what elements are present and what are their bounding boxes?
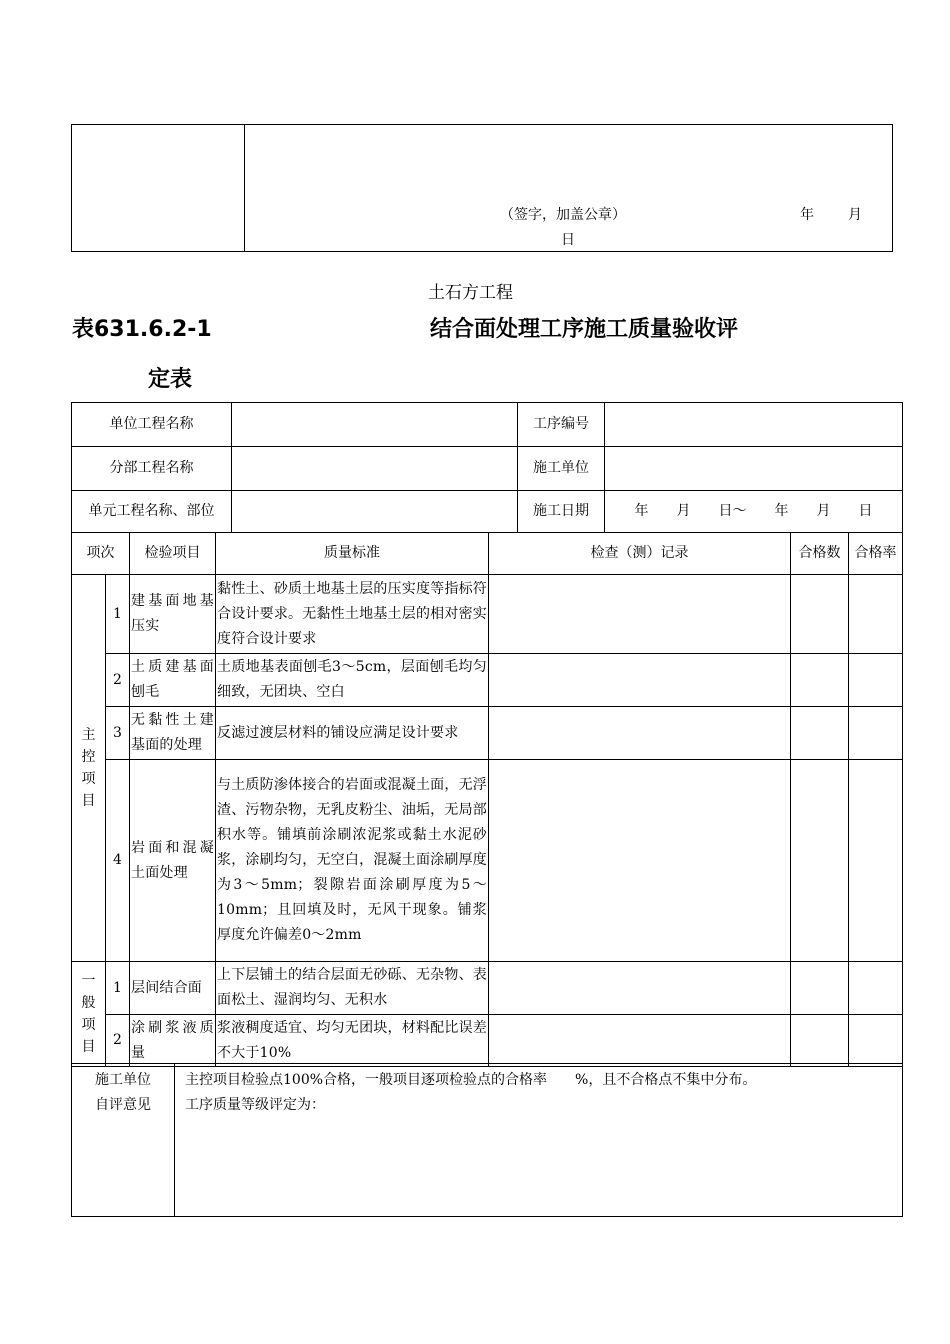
unit-project-value[interactable] bbox=[232, 403, 518, 447]
pass-rate[interactable] bbox=[849, 707, 903, 760]
sign-month: 月 bbox=[848, 207, 862, 223]
col-header-seq: 项次 bbox=[72, 533, 130, 575]
table-row bbox=[72, 1015, 903, 1067]
inspection-table bbox=[71, 532, 903, 1067]
col-header-pass-count: 合格数 bbox=[791, 533, 849, 575]
general-group-label: 一般项目 bbox=[72, 962, 106, 1067]
table-row bbox=[72, 760, 903, 962]
self-evaluation-table bbox=[71, 1063, 903, 1217]
sign-year: 年 bbox=[800, 207, 814, 223]
pass-rate[interactable] bbox=[849, 1015, 903, 1067]
check-record[interactable] bbox=[489, 707, 791, 760]
signature-note: （签字，加盖公章） bbox=[500, 207, 626, 223]
page-title: 结合面处理工序施工质量验收评 bbox=[430, 317, 739, 342]
pass-rate[interactable] bbox=[849, 575, 903, 654]
col-header-item: 检验项目 bbox=[130, 533, 216, 575]
col-header-pass-rate: 合格率 bbox=[849, 533, 903, 575]
inspection-item: 层间结合面 bbox=[130, 962, 216, 1015]
table-row bbox=[72, 654, 903, 707]
col-header-standard: 质量标准 bbox=[216, 533, 489, 575]
quality-standard: 土质地基表面刨毛3～5cm，层面刨毛均匀细致，无团块、空白 bbox=[216, 654, 489, 707]
check-record[interactable] bbox=[489, 1015, 791, 1067]
unit-project-label: 单位工程名称 bbox=[72, 403, 232, 447]
sub-project-label: 分部工程名称 bbox=[72, 447, 232, 491]
inspection-item: 土质建基面刨毛 bbox=[130, 654, 216, 707]
self-eval-content[interactable] bbox=[175, 1064, 903, 1217]
pass-rate[interactable] bbox=[849, 654, 903, 707]
row-number: 1 bbox=[106, 575, 130, 654]
self-eval-label-line1: 施工单位 bbox=[95, 1072, 151, 1088]
date-label: 施工日期 bbox=[518, 491, 605, 533]
table-row bbox=[72, 575, 903, 654]
process-no-label: 工序编号 bbox=[518, 403, 605, 447]
pass-count[interactable] bbox=[791, 575, 849, 654]
self-eval-line1: 主控项目检验点100%合格，一般项目逐项检验点的合格率 %，且不合格点不集中分布。 bbox=[185, 1072, 757, 1088]
contractor-value[interactable] bbox=[605, 447, 903, 491]
pass-rate[interactable] bbox=[849, 760, 903, 962]
table-number: 表631.6.2-1 bbox=[72, 317, 212, 342]
row-number: 2 bbox=[106, 654, 130, 707]
check-record[interactable] bbox=[489, 575, 791, 654]
quality-standard: 上下层铺土的结合层面无砂砾、无杂物、表面松土、湿润均匀、无积水 bbox=[216, 962, 489, 1015]
page-title-continued: 定表 bbox=[148, 367, 193, 392]
element-value[interactable] bbox=[232, 491, 518, 533]
sign-day: 日 bbox=[561, 232, 575, 248]
quality-standard: 浆液稠度适宜、均匀无团块，材料配比误差不大于10% bbox=[216, 1015, 489, 1067]
check-record[interactable] bbox=[489, 962, 791, 1015]
row-number: 4 bbox=[106, 760, 130, 962]
pass-count[interactable] bbox=[791, 707, 849, 760]
quality-standard: 黏性土、砂质土地基土层的压实度等指标符合设计要求。无黏性土地基土层的相对密实度符合设计要求 bbox=[216, 575, 489, 654]
top-signature-box bbox=[71, 124, 893, 252]
top-box-divider bbox=[244, 125, 245, 251]
inspection-item: 涂刷浆液质量 bbox=[130, 1015, 216, 1067]
pass-rate[interactable] bbox=[849, 962, 903, 1015]
pass-count[interactable] bbox=[791, 654, 849, 707]
table-row bbox=[72, 707, 903, 760]
pass-count[interactable] bbox=[791, 760, 849, 962]
col-header-record: 检查（测）记录 bbox=[489, 533, 791, 575]
pass-count[interactable] bbox=[791, 1015, 849, 1067]
element-label: 单元工程名称、部位 bbox=[72, 491, 232, 533]
self-eval-line2: 工序质量等级评定为： bbox=[185, 1097, 325, 1113]
quality-standard: 反滤过渡层材料的铺设应满足设计要求 bbox=[216, 707, 489, 760]
row-number: 3 bbox=[106, 707, 130, 760]
contractor-label: 施工单位 bbox=[518, 447, 605, 491]
inspection-item: 建基面地基压实 bbox=[130, 575, 216, 654]
inspection-item: 岩面和混凝土面处理 bbox=[130, 760, 216, 962]
sub-project-value[interactable] bbox=[232, 447, 518, 491]
process-no-value[interactable] bbox=[605, 403, 903, 447]
self-eval-label-line2: 自评意见 bbox=[95, 1097, 151, 1113]
row-number: 2 bbox=[106, 1015, 130, 1067]
check-record[interactable] bbox=[489, 654, 791, 707]
quality-standard: 与土质防渗体接合的岩面或混凝土面，无浮渣、污物杂物，无乳皮粉尘、油垢，无局部积水等。铺填前涂刷浓泥浆或黏土水泥砂浆，涂刷均匀，无空白，混凝土面涂刷厚度为3～5mm；裂隙岩面涂刷厚度为5～10mm；且回填及时，无风干现象。铺浆厚度允许偏差0～2mm bbox=[216, 760, 489, 962]
self-eval-label bbox=[72, 1064, 175, 1217]
row-number: 1 bbox=[106, 962, 130, 1015]
date-value[interactable]: 年 月 日～ 年 月 日 bbox=[605, 491, 903, 533]
check-record[interactable] bbox=[489, 760, 791, 962]
main-group-label: 主控项目 bbox=[72, 575, 106, 962]
pass-count[interactable] bbox=[791, 962, 849, 1015]
info-table bbox=[71, 402, 903, 533]
category-heading: 土石方工程 bbox=[428, 283, 513, 303]
table-row bbox=[72, 962, 903, 1015]
inspection-item: 无黏性土建基面的处理 bbox=[130, 707, 216, 760]
